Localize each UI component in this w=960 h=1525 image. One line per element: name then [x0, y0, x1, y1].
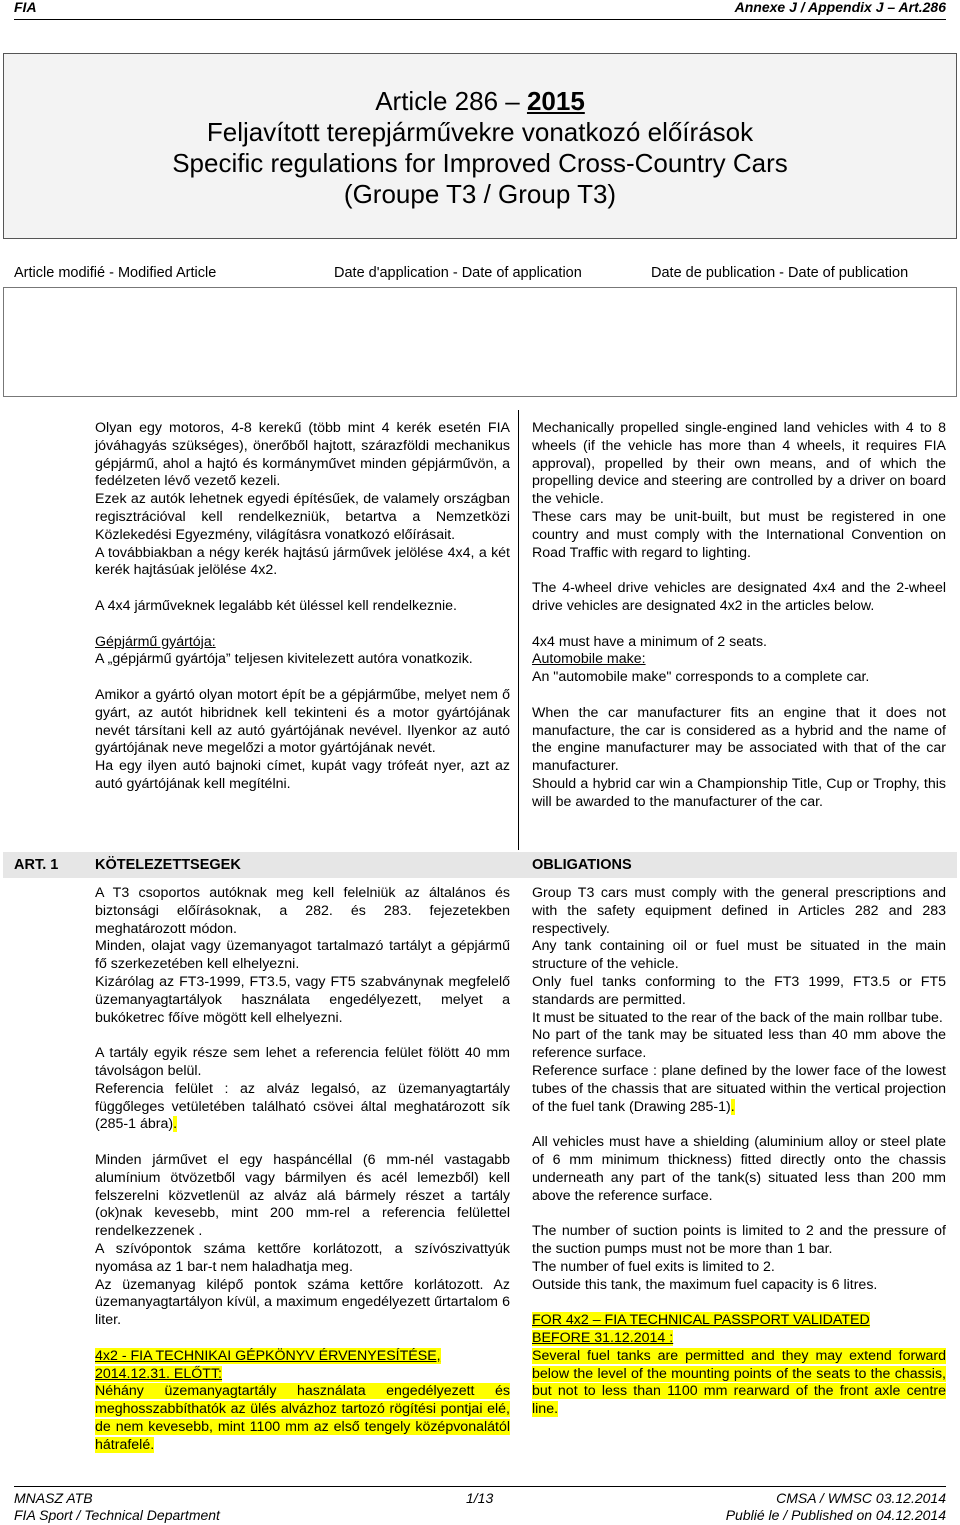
- art1-hu-hl-text: [95, 1383, 510, 1454]
- article-title-en: OBLIGATIONS: [532, 857, 632, 873]
- footer-right-1: CMSA / WMSC 03.12.2014: [776, 1490, 946, 1506]
- art1-hu-p2: Minden, olajat vagy üzemanyagot tartalmazó tartályt a gépjármű fő szerkezetében kell elhelyezni.: [95, 938, 510, 973]
- title-year: 2015: [526, 86, 585, 116]
- title-line-1: [4, 86, 956, 117]
- art1-hu-hl-title-2: [95, 1366, 510, 1384]
- meta-box: [3, 287, 957, 397]
- header-rule: [14, 19, 946, 20]
- art1-hu-p5-text: Referencia felület : az alváz legalsó, az üzemanyagtartály függőleges vetületében található csövei által meghatározott sík (285-1 ábra): [95, 1080, 510, 1133]
- intro-hu: [95, 420, 510, 794]
- column-divider: [518, 410, 519, 850]
- art1-en-p5-text: Reference surface : plane defined by the lower face of the lowest tubes of the chassis that are situated within the vertical projection of the fuel tank (Drawing 285-1): [532, 1062, 946, 1115]
- title-line-3: Specific regulations for Improved Cross-Country Cars: [172, 148, 788, 178]
- header-left: FIA: [14, 0, 37, 15]
- footer-right-2: Publié le / Published on 04.12.2014: [725, 1507, 946, 1523]
- art1-en-p3: Only fuel tanks conforming to the FT3 1999, FT3.5 or FT5 standards are permitted.: [532, 973, 946, 1008]
- art1-hu-hl-text-span: Néhány üzemanyagtartály használata engedélyezett és meghosszabbíthatók az ülés alvázhoz tartozó rögítési pontjai elé, de nem kevesebb, mint 1100 mm az első tengely középvonalától hátrafelé.: [95, 1383, 510, 1453]
- footer-left-2: FIA Sport / Technical Department: [14, 1507, 220, 1523]
- intro-hu-p6: Ha egy ilyen autó bajnoki címet, kupát vagy trófeát nyer, azt az autó gyártójának kell megítélni.: [95, 758, 510, 792]
- art1-en-p5-dot: .: [730, 1098, 735, 1115]
- art1-en-p1: Group T3 cars must comply with the general prescriptions and with the safety equipment defined in Articles 282 and 283 respectively.: [532, 885, 946, 937]
- art1-en-hl-title-2: [532, 1330, 946, 1348]
- art1-en-p2: Any tank containing oil or fuel must be situated in the main structure of the vehicle.: [532, 938, 946, 973]
- art1-hu-hl-title-2-text: 2014.12.31. ELŐTT:: [95, 1365, 222, 1382]
- art1-hu-p5: [95, 1081, 510, 1134]
- art1-en-hl-title-1-text: FOR 4x2 – FIA TECHNICAL PASSPORT VALIDATED: [532, 1312, 870, 1329]
- intro-en-p5: When the car manufacturer fits an engine that it does not manufacture, the car is considered as a hybrid and the name of the engine manufacturer may be associated with that of the car manufacturer.: [532, 704, 946, 775]
- title-line-2: Feljavított terepjárművekre vonatkozó előírások: [206, 117, 754, 147]
- art1-en-p4: No part of the tank may be situated less than 40 mm above the reference surface.: [532, 1027, 946, 1062]
- intro-en-p3: The 4-wheel drive vehicles are designated 4x4 and the 2-wheel drive vehicles are designated 4x2 in the articles below.: [532, 580, 946, 614]
- header-right: Annexe J / Appendix J – Art.286: [734, 0, 946, 15]
- art1-en-p9: Outside this tank, the maximum fuel capacity is 6 litres.: [532, 1276, 878, 1293]
- meta-application: Date d'application - Date of application: [334, 265, 582, 281]
- intro-hu-p4: A 4x4 járműveknek legalább két üléssel kell rendelkeznie.: [95, 597, 457, 614]
- footer-page: 1/13: [466, 1490, 494, 1506]
- art1-hu-hl-title-1-text: 4x2 - FIA TECHNIKAI GÉPKÖNYV ÉRVENYESÍTÉSE,: [95, 1347, 441, 1364]
- intro-hu-p5: Amikor a gyártó olyan motort épít be a gépjárműbe, melyet nem ő gyárt, az autót hibridnek kell tekinteni és a motor gyártójának nevét társítani kell az autó gyártójának nevével. Ilyenkor az autó gyártójának neve megelőzi a motor gyártójának nevét.: [95, 686, 510, 757]
- meta-publication: Date de publication - Date of publication: [651, 265, 909, 281]
- art1-hu-hl-title-1: [95, 1348, 510, 1366]
- title-box: [3, 53, 957, 239]
- title-article: Article 286 –: [375, 86, 527, 116]
- art1-en-hl-title-1: [532, 1312, 946, 1330]
- art1-en-p6: All vehicles must have a shielding (aluminium alloy or steel plate of 6 mm minimum thickness) fitted directly onto the chassis underneath any part of the tank(s) situated less than 200 mm above the reference surface.: [532, 1134, 946, 1204]
- art1-hu-p4: A tartály egyik része sem lehet a referencia felület fölött 40 mm távolságon belül.: [95, 1045, 510, 1079]
- art1-hu-p8: Az üzemanyag kilépő pontok száma kettőre korlátozott. Az üzemanyagtartályon kívül, a maximum engedélyezett űrtartalom 6 liter.: [95, 1276, 510, 1329]
- intro-en-make-text: An "automobile make" corresponds to a complete car.: [532, 669, 870, 686]
- intro-hu-make-text: A „gépjármű gyártója” teljesen kivitelezett autóra vonatkozik.: [95, 651, 473, 668]
- art1-en-hl-text: [532, 1348, 946, 1419]
- intro-en-p6: Should a hybrid car win a Championship Title, Cup or Trophy, this will be awarded to the manufacturer of the car.: [532, 775, 946, 810]
- article-1-heading: [3, 852, 957, 878]
- intro-en: [532, 420, 946, 812]
- art1-en: [532, 885, 946, 1419]
- art1-en-p3b: It must be situated to the rear of the back of the main rollbar tube.: [532, 1009, 943, 1026]
- art1-hu-p6: Minden járművet el egy haspáncéllal (6 mm-nél vastagabb alumínium ötvözetből vagy bármilyen és acél lemezből) kell felszerelni közvetlenül az alváz alá bármely részet a tartály (ok)nak kevesebb, mint 200 mm-rel a referencia felülettel rendelkezzenek .: [95, 1151, 510, 1240]
- footer-rule: [14, 1486, 946, 1487]
- art1-hu-p7: A szívópontok száma kettőre korlátozott, a szívószivattyúk nyomása az 1 bar-t nem haladhatja meg.: [95, 1240, 510, 1275]
- art1-hu: [95, 885, 510, 1455]
- intro-en-p2: These cars may be unit-built, but must be registered in one country and must comply with the International Convention on Road Traffic with regard to lighting.: [532, 508, 946, 561]
- art1-hu-p3: Kizárólag az FT3-1999, FT3.5, vagy FT5 szabványnak megfelelő üzemanyagtartályok használata engedélyezett, melyet a bukóketrec főíve mögött kell elhelyezni.: [95, 973, 510, 1026]
- intro-hu-p3: A továbbiakban a négy kerék hajtású járművek jelölése 4x4, a két kerék hajtásúak jelölése 4x2.: [95, 544, 510, 579]
- title-line-4: (Groupe T3 / Group T3): [343, 179, 617, 209]
- art1-en-hl-title-2-text: BEFORE 31.12.2014 :: [532, 1329, 674, 1346]
- intro-en-make-title: Automobile make:: [532, 651, 646, 668]
- art1-en-p8: The number of fuel exits is limited to 2.: [532, 1258, 775, 1275]
- meta-modified: Article modifié - Modified Article: [14, 265, 217, 281]
- art1-en-p7: The number of suction points is limited to 2 and the pressure of the suction pumps must not be more than 1 bar.: [532, 1223, 946, 1257]
- intro-en-p4: 4x4 must have a minimum of 2 seats.: [532, 633, 767, 650]
- intro-hu-make-title: Gépjármű gyártója:: [95, 633, 216, 650]
- article-number: ART. 1: [14, 857, 59, 873]
- footer-left-1: MNASZ ATB: [14, 1490, 93, 1506]
- intro-en-p1: Mechanically propelled single-engined land vehicles with 4 to 8 wheels (if the vehicle has more than 4 wheels, it requires FIA approval), propelled by their own means, and of which the propelling device and steering are controlled by a driver on board the vehicle.: [532, 420, 946, 508]
- article-title-hu: KÖTELEZETTSEGEK: [95, 857, 241, 873]
- art1-en-hl-text-span: Several fuel tanks are permitted and they may extend forward below the level of the mounting points of the seats to the chassis, but not to less than 1100 mm rearward of the front axle centre line.: [532, 1347, 946, 1418]
- art1-en-p5: [532, 1063, 946, 1116]
- intro-hu-p2: Ezek az autók lehetnek egyedi építésűek, de valamely országban regisztrációval kell rendelkezniük, betartva a Nemzetközi Közlekedési Egyezmény, világításra vonatkozó előírásait.: [95, 491, 510, 543]
- art1-hu-p1: A T3 csoportos autóknak meg kell felelniük az általános és biztonsági előírásoknak, a 282. és 283. fejezetekben meghatározott módon.: [95, 885, 510, 937]
- intro-hu-p1: Olyan egy motoros, 4-8 kerekű (több mint 4 kerék esetén FIA jóváhagyás szükséges), önerőből hajtott, szárazföldi mechanikus gépjármű, ahol a hajtó és kormányművet minden gépjárművön, a fedélzeten lévő vezető kezeli.: [95, 420, 510, 490]
- art1-hu-p5-dot: .: [173, 1116, 178, 1133]
